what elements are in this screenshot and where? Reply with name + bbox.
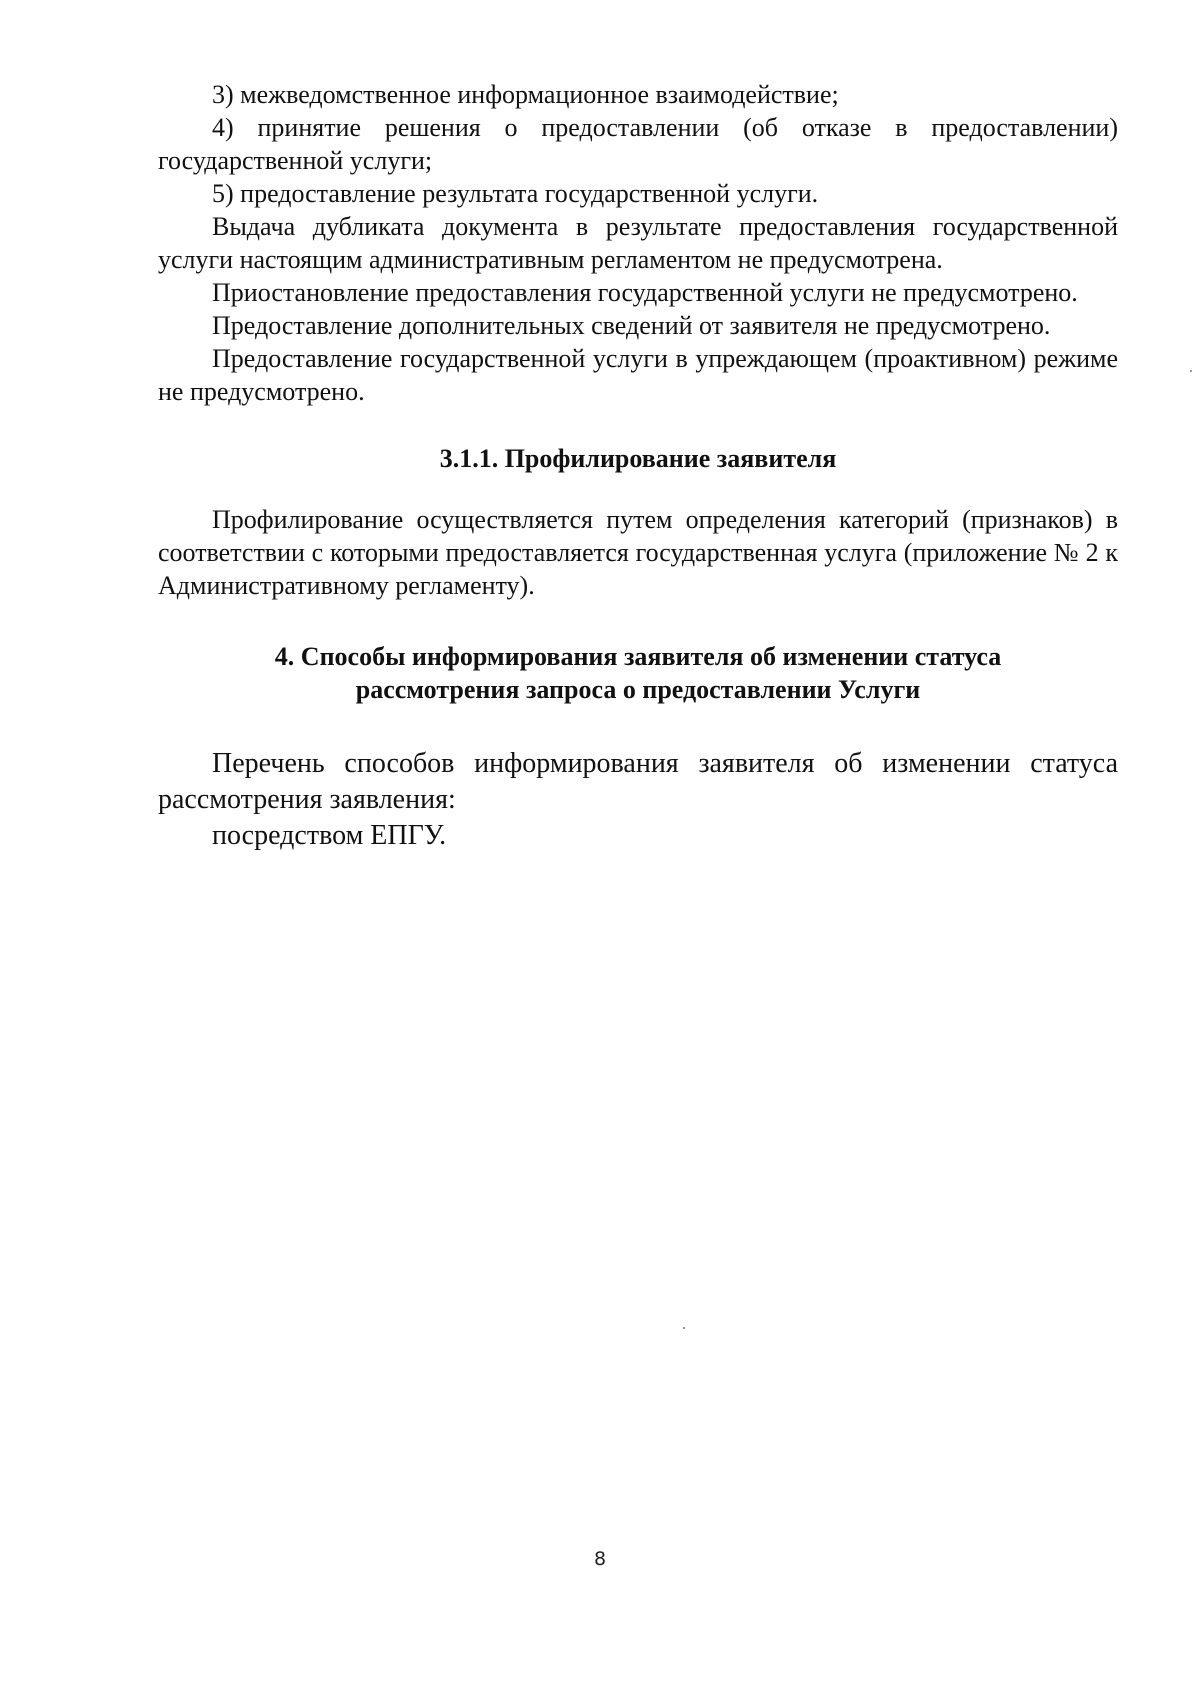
section-4-heading <box>158 640 1118 706</box>
methods-list-paragraph: Перечень способов информирования заявителя об изменении статуса рассмотрения заявления: <box>158 748 1118 815</box>
item-3-paragraph: 3) межведомственное информационное взаимодействие; <box>212 80 839 109</box>
profiling-paragraph: Профилирование осуществляется путем определения категорий (признаков) в соответствии с которыми предоставляется государственная услуга (приложение № 2 к Административному регламенту). <box>158 505 1118 600</box>
scan-speck <box>683 1327 685 1329</box>
suspension-paragraph: Приостановление предоставления государственной услуги не предусмотрено. <box>212 278 1078 307</box>
page-number: 8 <box>593 1548 607 1570</box>
item-4-paragraph: 4) принятие решения о предоставлении (об отказе в предоставлении) государственной услуги; <box>158 113 1118 175</box>
additional-info-paragraph: Предоставление дополнительных сведений от заявителя не предусмотрено. <box>212 311 1051 340</box>
proactive-mode-paragraph: Предоставление государственной услуги в упреждающем (проактивном) режиме не предусмотрено. <box>158 344 1118 406</box>
section-4-heading-line-2: рассмотрения запроса о предоставлении Услуги <box>355 675 921 704</box>
scan-speck <box>1190 370 1192 372</box>
item-5-paragraph: 5) предоставление результата государственной услуги. <box>212 179 819 208</box>
method-item: посредством ЕПГУ. <box>212 820 447 851</box>
section-3-1-1-heading: 3.1.1. Профилирование заявителя <box>439 444 837 473</box>
duplicate-issuance-paragraph: Выдача дубликата документа в результате предоставления государственной услуги настоящим административным регламентом не предусмотрена. <box>158 212 1118 274</box>
page-body <box>158 78 1118 854</box>
section-4-heading-line-1: 4. Способы информирования заявителя об изменении статуса <box>274 642 1002 671</box>
